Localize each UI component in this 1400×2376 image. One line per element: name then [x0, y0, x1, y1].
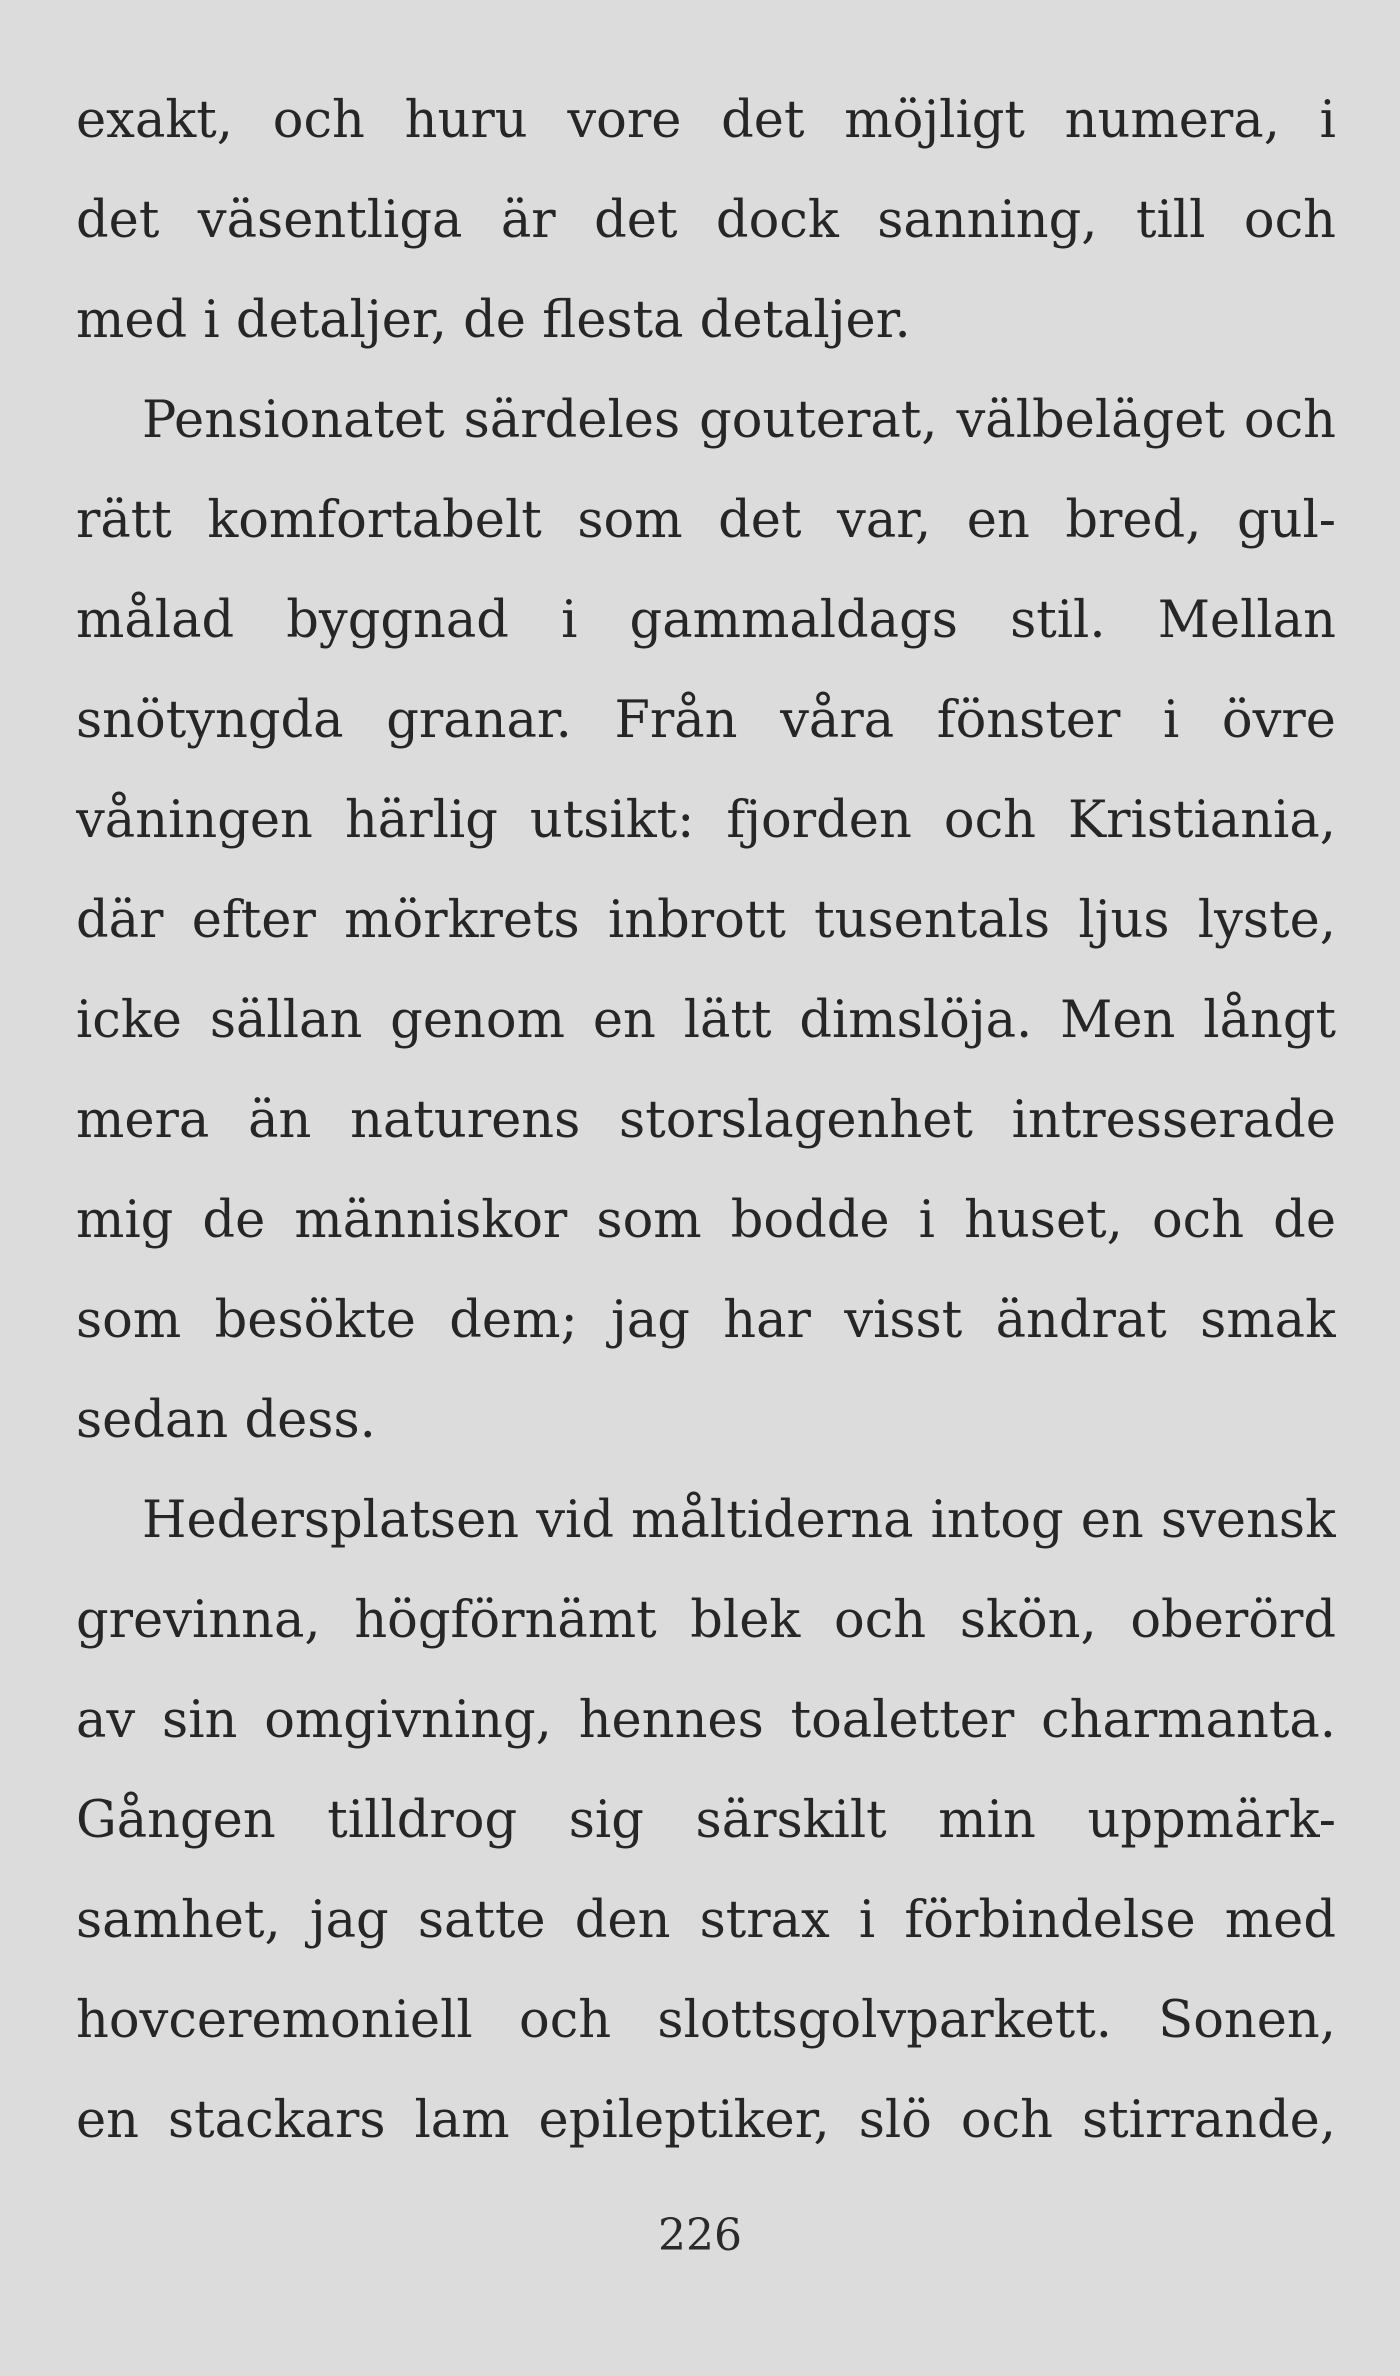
- text-line: Gången tilldrog sig särskilt min uppmärk-: [76, 1791, 1336, 1850]
- paragraph-start-line: Hedersplatsen vid måltiderna intog en svensk: [142, 1491, 1336, 1550]
- text-line: sedan dess.: [76, 1391, 376, 1450]
- text-line: icke sällan genom en lätt dimslöja. Men långt: [76, 991, 1336, 1050]
- text-line: samhet, jag satte den strax i förbindelse med: [76, 1891, 1336, 1950]
- text-line: hovceremoniell och slottsgolvparkett. Sonen,: [76, 1991, 1336, 2050]
- text-line: exakt, och huru vore det möjligt numera, i: [76, 91, 1336, 150]
- text-line: målad byggnad i gammaldags stil. Mellan: [76, 591, 1336, 650]
- text-line: våningen härlig utsikt: fjorden och Kristiania,: [76, 791, 1336, 850]
- body-text: [76, 88, 1336, 2188]
- text-line: en stackars lam epileptiker, slö och stirrande,: [76, 2091, 1336, 2150]
- text-line: rätt komfortabelt som det var, en bred, gul-: [76, 491, 1336, 550]
- text-line: som besökte dem; jag har visst ändrat smak: [76, 1291, 1336, 1350]
- page-number: 226: [658, 2210, 742, 2261]
- text-line: mera än naturens storslagenhet intresserade: [76, 1091, 1336, 1150]
- text-line: av sin omgivning, hennes toaletter charmanta.: [76, 1691, 1336, 1750]
- text-line: grevinna, högförnämt blek och skön, oberörd: [76, 1591, 1336, 1650]
- text-line: det väsentliga är det dock sanning, till och: [76, 191, 1336, 250]
- text-line: snötyngda granar. Från våra fönster i övre: [76, 691, 1336, 750]
- paragraph-start-line: Pensionatet särdeles gouterat, välbeläget och: [142, 391, 1336, 450]
- text-line: där efter mörkrets inbrott tusentals ljus lyste,: [76, 891, 1336, 950]
- text-line: mig de människor som bodde i huset, och de: [76, 1191, 1336, 1250]
- text-line: med i detaljer, de flesta detaljer.: [76, 291, 911, 350]
